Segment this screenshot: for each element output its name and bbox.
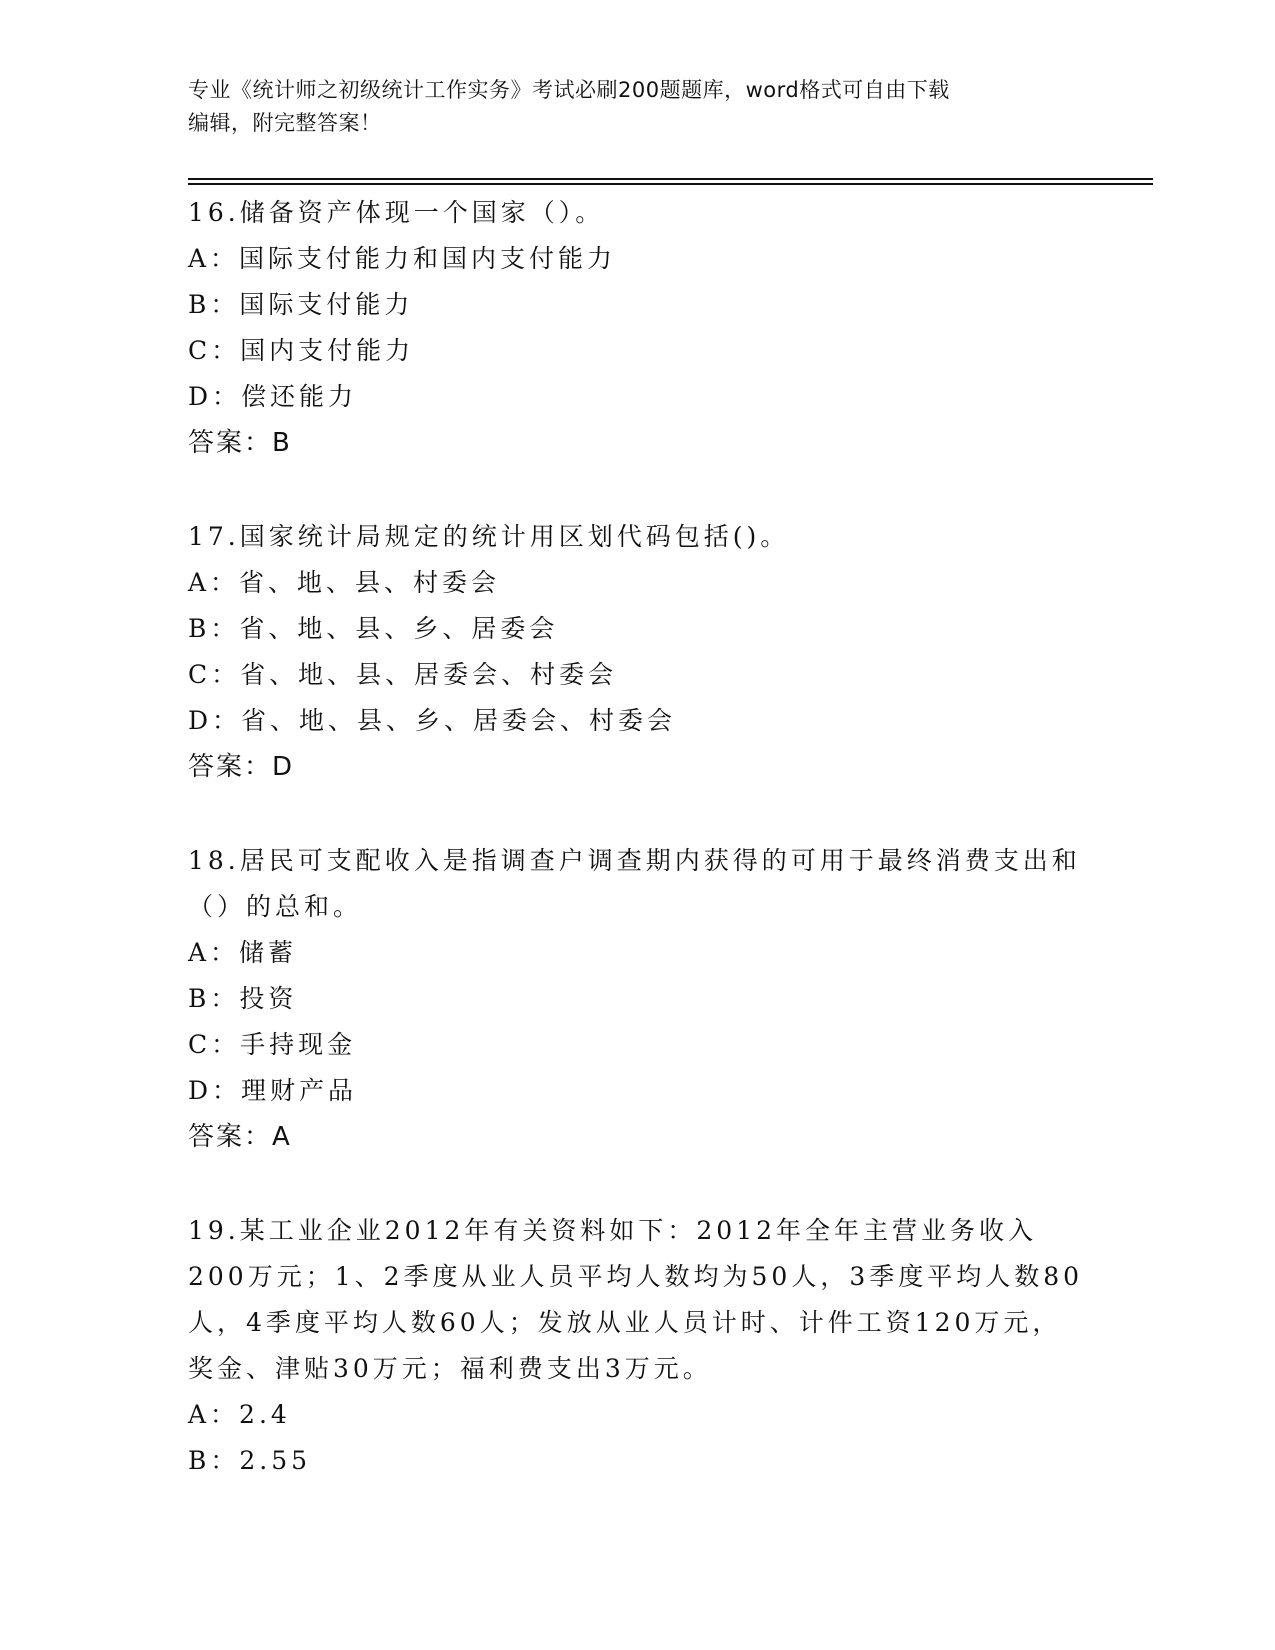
question-stem: 18.居民可支配收入是指调查户调查期内获得的可用于最终消费支出和（）的总和。: [188, 846, 1081, 921]
option-b: B：省、地、县、乡、居委会: [188, 614, 559, 643]
option-b: B：国际支付能力: [188, 290, 414, 319]
question-stem: 19.某工业企业2012年有关资料如下：2012年全年主营业务收入200万元；1、2季度从业人员平均人数均为50人，3季度平均人数80人，4季度平均人数60人；发放从业人员计时、计件工资120万元，奖金、津贴30万元；福利费支出3万元。: [188, 1216, 1084, 1383]
question-19: [188, 1208, 1088, 1484]
option-a: A：储蓄: [188, 938, 298, 967]
option-c: C：省、地、县、居委会、村委会: [188, 660, 618, 689]
option-c: C：国内支付能力: [188, 336, 415, 365]
document-header: [188, 74, 1088, 140]
header-divider-top: [188, 178, 1153, 180]
header-line-1: 专业《统计师之初级统计工作实务》考试必刷200题题库，word格式可自由下载: [188, 78, 950, 102]
answer-label: 答案：D: [188, 752, 295, 782]
option-a: A：2.4: [188, 1400, 291, 1429]
option-d: D：偿还能力: [188, 382, 358, 411]
option-b: B：投资: [188, 984, 298, 1013]
option-b: B：2.55: [188, 1446, 312, 1475]
question-stem: 17.国家统计局规定的统计用区划代码包括()。: [188, 522, 790, 551]
option-a: A：省、地、县、村委会: [188, 568, 501, 597]
answer-label: 答案：A: [188, 1122, 292, 1152]
option-a: A：国际支付能力和国内支付能力: [188, 244, 617, 273]
question-stem: 16.储备资产体现一个国家（）。: [188, 198, 605, 227]
header-divider-bottom: [188, 183, 1153, 185]
answer-label: 答案：B: [188, 428, 292, 458]
question-16: [188, 190, 1088, 466]
option-c: C：手持现金: [188, 1030, 357, 1059]
question-list: [188, 190, 1088, 1532]
option-d: D：理财产品: [188, 1076, 358, 1105]
question-17: [188, 514, 1088, 790]
question-18: [188, 838, 1088, 1160]
option-d: D：省、地、县、乡、居委会、村委会: [188, 706, 677, 735]
header-line-2: 编辑，附完整答案！: [188, 111, 382, 135]
